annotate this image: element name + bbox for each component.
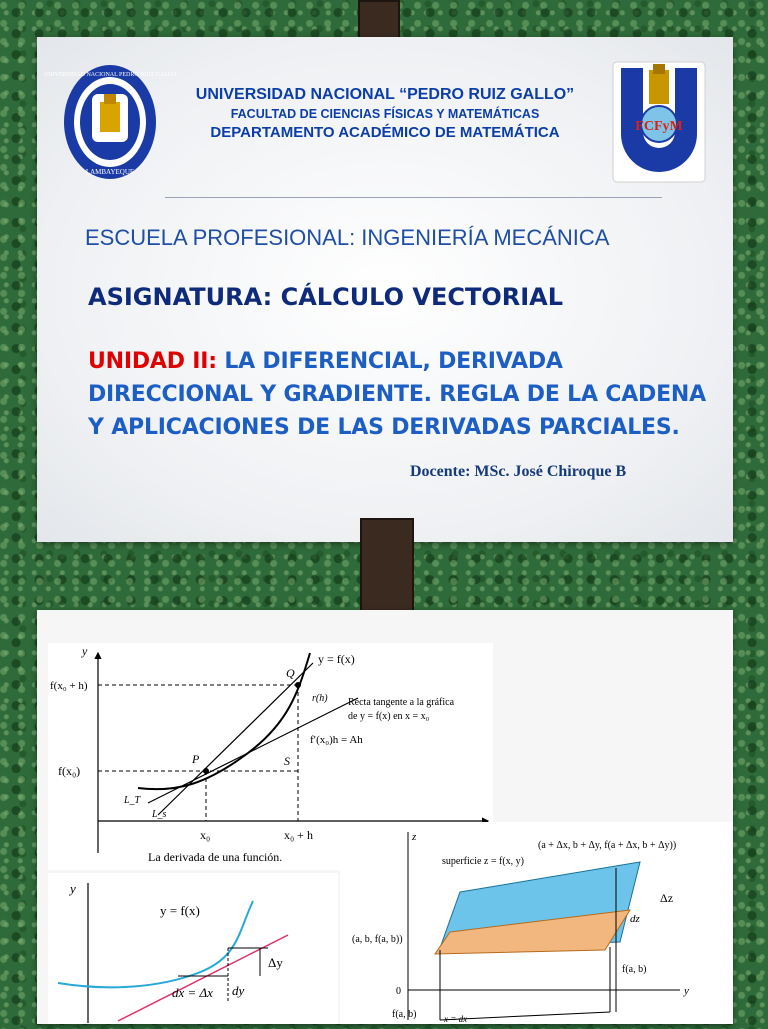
fig1-LT: L_T	[124, 795, 141, 806]
fig2-dx: dx = Δx	[172, 985, 213, 1000]
fig1-x0: x₀	[200, 828, 211, 842]
department-name: DEPARTAMENTO ACADÉMICO DE MATEMÁTICA	[210, 124, 560, 141]
fig1-tangent-line1: Recta tangente a la gráfica	[348, 697, 455, 708]
fig1-P: P	[192, 752, 200, 766]
fig1-Ls: L_s	[152, 809, 167, 820]
fig3-dx: x = dx	[444, 1014, 468, 1024]
fig1-fprime: f′(x₀)h = Ah	[310, 734, 363, 746]
faculty-name: FACULTAD DE CIENCIAS FÍSICAS Y MATEMÁTICAS	[230, 107, 540, 121]
unit-topic: LA DIFERENCIAL, DERIVADA DIRECCIONAL Y GRADIENTE. REGLA DE LA CADENA Y APLICACIONES DE LAS DERIVADAS PARCIALES.	[88, 349, 706, 440]
fig1-x0h: x₀ + h	[284, 828, 313, 842]
fig3-base-point: (a, b, f(a, b))	[352, 934, 403, 945]
fig3-top-point: (a + Δx, b + Δy, f(a + Δx, b + Δy))	[538, 840, 677, 851]
fig2-dy: dy	[232, 983, 245, 998]
total-differential-surface-figure	[340, 822, 733, 1024]
fig1-rh: r(h)	[312, 693, 328, 704]
school-title: ESCUELA PROFESIONAL: INGENIERÍA MECÁNICA	[85, 225, 610, 250]
fig3-dz: dz	[630, 913, 640, 925]
fig1-curve-label: y = f(x)	[318, 652, 355, 666]
differential-figure	[48, 873, 338, 1024]
fig2-dy-big: Δy	[268, 955, 283, 970]
fig1-S: S	[284, 754, 290, 768]
fig3-surface: superficie z = f(x, y)	[442, 856, 524, 867]
faculty-logo-label: FCFyM	[635, 119, 683, 134]
fig3-y-axis: y	[684, 985, 689, 997]
seal-ring-text-bottom: LAMBAYEQUE	[85, 168, 135, 176]
fig1-tangent-line2: de y = f(x) en x = x₀	[348, 711, 430, 722]
fig3-dz-big: Δz	[660, 891, 674, 905]
instructor: Docente: MSc. José Chiroque B	[410, 463, 627, 480]
fig3-zero: 0	[396, 986, 401, 997]
fig2-curve-label: y = f(x)	[160, 903, 200, 918]
header-divider	[165, 197, 662, 198]
fig3-fab: f(a, b)	[622, 964, 647, 975]
fig3-z-axis: z	[412, 831, 417, 843]
seal-ring-text-top: UNIVERSIDAD NACIONAL PEDRO RUIZ GALLO	[43, 72, 177, 78]
fig3-fab2: f(a, b)	[392, 1009, 417, 1020]
fig1-fx: f(x₀)	[58, 764, 81, 778]
institution-header	[160, 86, 610, 141]
university-seal-logo	[43, 62, 177, 187]
fig1-caption: La derivada de una función.	[148, 850, 283, 864]
university-name: UNIVERSIDAD NACIONAL “PEDRO RUIZ GALLO”	[195, 86, 575, 103]
fig1-y-axis: y	[82, 644, 88, 658]
fig2-y-axis: y	[70, 881, 76, 896]
fig1-fxh: f(x₀ + h)	[50, 680, 88, 692]
unit-label: UNIDAD II:	[88, 349, 217, 374]
fig1-Q: Q	[286, 666, 295, 680]
faculty-logo	[613, 62, 705, 187]
unit-title	[88, 345, 718, 444]
subject-title: ASIGNATURA: CÁLCULO VECTORIAL	[88, 283, 564, 311]
